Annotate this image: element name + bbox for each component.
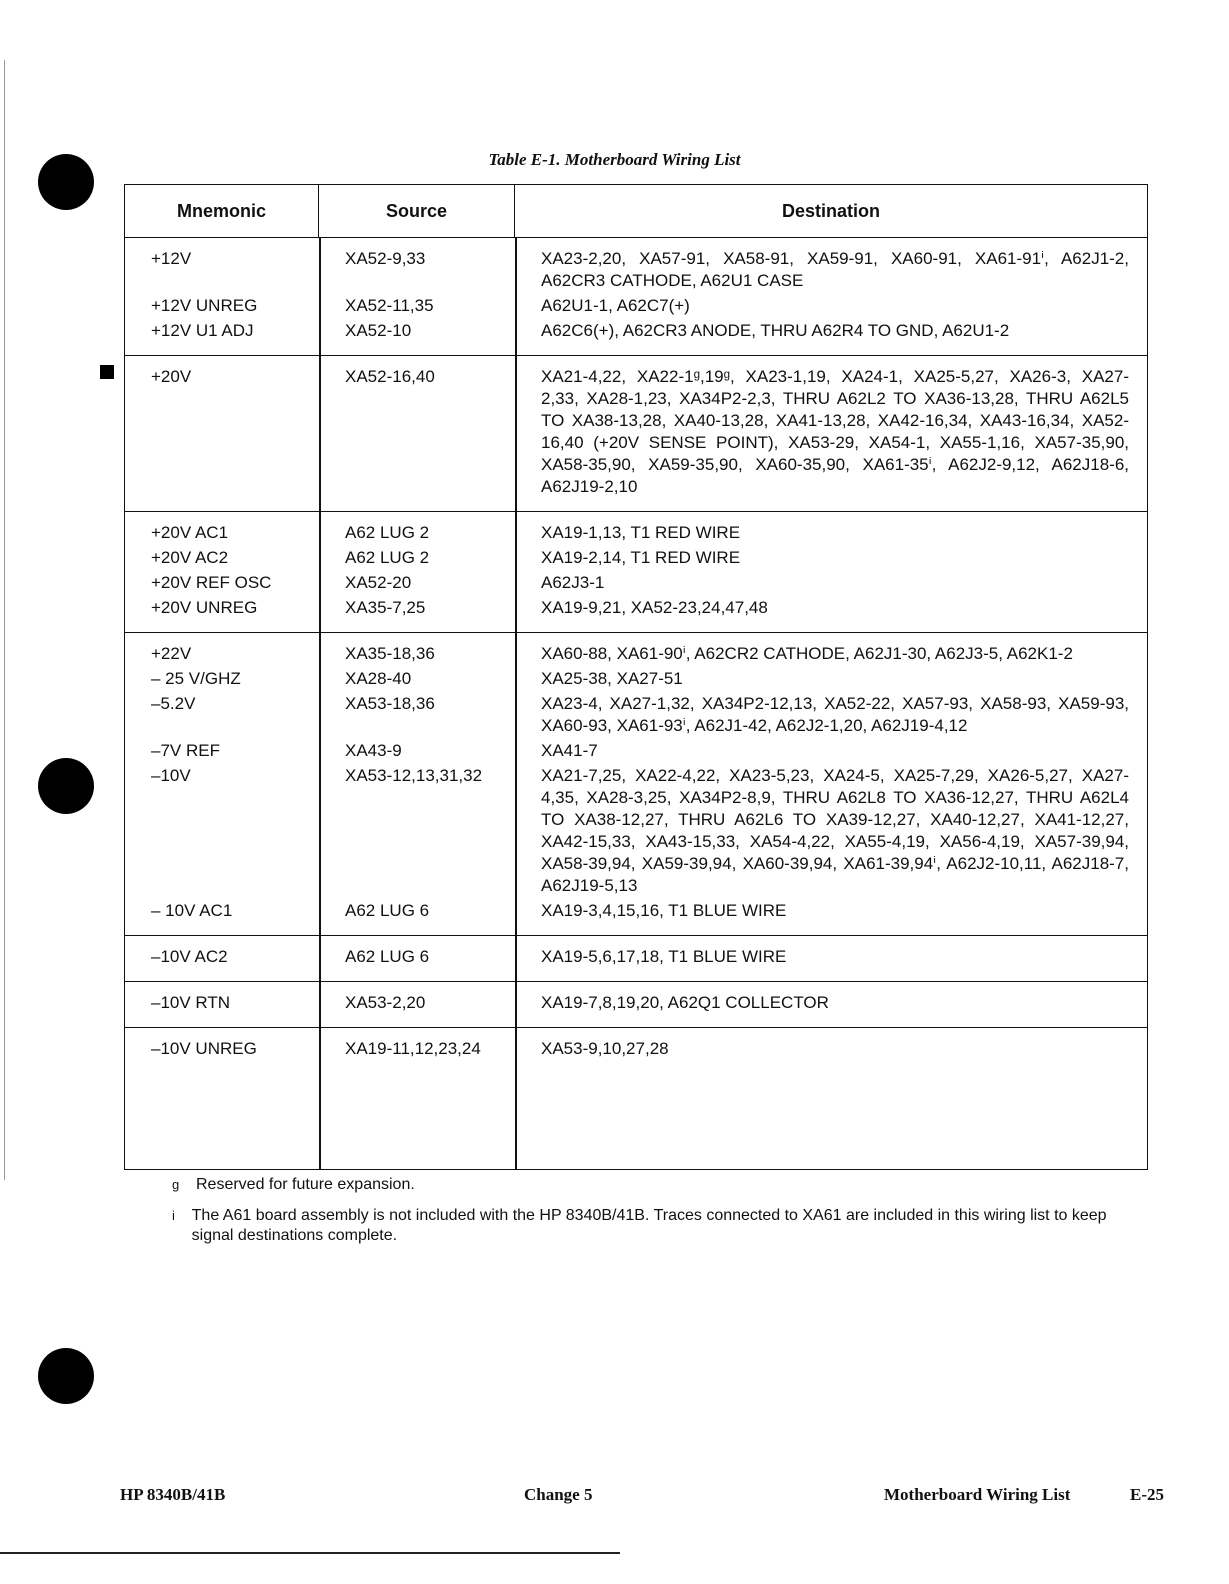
mnemonic-cell: +22V — [151, 644, 192, 663]
table-row-group — [125, 1028, 1147, 1169]
table-row — [125, 597, 1147, 619]
mnemonic-cell: –10V — [151, 766, 191, 785]
column-divider — [319, 238, 321, 355]
destination-cell: A62C6(+), A62CR3 ANODE, THRU A62R4 TO GND, A62U1-2 — [541, 321, 1010, 340]
footnote-mark: i — [172, 1208, 175, 1223]
destination-cell: XA19-7,8,19,20, A62Q1 COLLECTOR — [541, 993, 829, 1012]
source-cell: A62 LUG 2 — [345, 523, 430, 542]
table-row-group — [125, 356, 1147, 512]
mnemonic-cell: +20V — [151, 367, 192, 386]
column-divider — [515, 982, 517, 1027]
source-cell: XA52-20 — [345, 573, 412, 592]
column-divider — [515, 356, 517, 511]
source-cell: XA43-9 — [345, 741, 402, 760]
footnote — [172, 1175, 1112, 1195]
column-divider — [319, 356, 321, 511]
destination-cell: XA23-4, XA27-1,32, XA34P2-12,13, XA52-22, XA57-93, XA58-93, XA59-93, XA60-93, XA61-93ⁱ, A62J1-42, A62J2-1,20, A62J19-4,12 — [541, 694, 1129, 735]
table-row-group — [125, 633, 1147, 936]
destination-cell: A62J3-1 — [541, 573, 605, 592]
source-cell: XA35-7,25 — [345, 598, 426, 617]
header-source: Source — [319, 185, 515, 237]
mnemonic-cell: +12V — [151, 249, 192, 268]
footnote-mark: g — [172, 1177, 180, 1192]
destination-cell: XA25-38, XA27-51 — [541, 669, 683, 688]
source-cell: XA35-18,36 — [345, 644, 435, 663]
mnemonic-cell: +20V AC2 — [151, 548, 229, 567]
source-cell: A62 LUG 6 — [345, 947, 430, 966]
column-divider — [319, 512, 321, 632]
source-cell: XA53-12,13,31,32 — [345, 766, 483, 785]
footnote — [172, 1206, 1112, 1246]
table-row — [125, 900, 1147, 922]
destination-cell: XA19-1,13, T1 RED WIRE — [541, 523, 741, 542]
mnemonic-cell: –10V AC2 — [151, 947, 228, 966]
destination-cell: XA60-88, XA61-90ⁱ, A62CR2 CATHODE, A62J1-30, A62J3-5, A62K1-2 — [541, 644, 1073, 663]
column-divider — [319, 1028, 321, 1169]
source-cell: XA53-18,36 — [345, 694, 435, 713]
footer-page-number: E-25 — [1130, 1485, 1164, 1504]
source-cell: XA19-11,12,23,24 — [345, 1039, 481, 1058]
header-mnemonic: Mnemonic — [125, 185, 319, 237]
mnemonic-cell: –5.2V — [151, 694, 196, 713]
table-row-group — [125, 238, 1147, 356]
source-cell: A62 LUG 2 — [345, 548, 430, 567]
table-row-group — [125, 936, 1147, 982]
column-divider — [515, 512, 517, 632]
destination-cell: XA19-3,4,15,16, T1 BLUE WIRE — [541, 901, 787, 920]
source-cell: XA53-2,20 — [345, 993, 426, 1012]
table-row — [125, 765, 1147, 897]
destination-cell: XA21-4,22, XA22-1ᵍ,19ᵍ, XA23-1,19, XA24-1, XA25-5,27, XA26-3, XA27-2,33, XA28-1,23, XA34P2-2,3, THRU A62L2 TO XA36-13,28, THRU A62L5 TO XA38-13,28, XA40-13,28, XA41-13,28, XA42-16,34, XA43-16,34, XA52-16,40 (+20V SENSE POINT), XA53-29, XA54-1, XA55-1,16, XA57-35,90, XA58-35,90, XA59-35,90, XA60-35,90, XA61-35ⁱ, A62J2-9,12, A62J18-6, A62J19-2,10 — [541, 367, 1129, 496]
table-row-group — [125, 512, 1147, 633]
destination-cell: XA53-9,10,27,28 — [541, 1039, 669, 1058]
binder-hole-icon — [38, 758, 94, 814]
column-divider — [319, 936, 321, 981]
column-divider — [515, 1028, 517, 1169]
mnemonic-cell: +20V UNREG — [151, 598, 258, 617]
source-cell: XA52-11,35 — [345, 296, 434, 315]
table-row — [125, 740, 1147, 762]
table-row — [125, 693, 1147, 737]
footer-change: Change 5 — [524, 1485, 593, 1504]
destination-cell: XA19-5,6,17,18, T1 BLUE WIRE — [541, 947, 787, 966]
footnote-text: The A61 board assembly is not included with the HP 8340B/41B. Traces connected to XA61 are included in this wiring list to keep signal destinations complete. — [191, 1207, 1107, 1244]
column-divider — [319, 633, 321, 935]
mnemonic-cell: +12V U1 ADJ — [151, 321, 254, 340]
binder-hole-icon — [38, 1348, 94, 1404]
column-divider — [515, 238, 517, 355]
source-cell: XA52-10 — [345, 321, 412, 340]
footer-section-title: Motherboard Wiring List — [884, 1485, 1071, 1504]
table-row — [125, 248, 1147, 292]
change-bar-icon — [100, 365, 114, 379]
table-row — [125, 1038, 1147, 1060]
mnemonic-cell: – 10V AC1 — [151, 901, 233, 920]
page-edge-line — [4, 60, 5, 1180]
source-cell: XA52-9,33 — [345, 249, 426, 268]
mnemonic-cell: +20V REF OSC — [151, 573, 272, 592]
table-row — [125, 547, 1147, 569]
column-divider — [515, 633, 517, 935]
mnemonic-cell: –7V REF — [151, 741, 220, 760]
table-row-group — [125, 982, 1147, 1028]
column-divider — [515, 936, 517, 981]
table-row — [125, 643, 1147, 665]
destination-cell: XA23-2,20, XA57-91, XA58-91, XA59-91, XA60-91, XA61-91ⁱ, A62J1-2, A62CR3 CATHODE, A62U1 CASE — [541, 249, 1129, 290]
destination-cell: XA21-7,25, XA22-4,22, XA23-5,23, XA24-5, XA25-7,29, XA26-5,27, XA27-4,35, XA28-3,25, XA34P2-8,9, THRU A62L8 TO XA36-12,27, THRU A62L4 TO XA38-12,27, THRU A62L6 TO XA39-12,27, XA40-12,27, XA41-12,27, XA42-15,33, XA43-15,33, XA54-4,22, XA55-4,19, XA56-4,19, XA57-39,94, XA58-39,94, XA59-39,94, XA60-39,94, XA61-39,94ⁱ, A62J2-10,11, A62J18-7, A62J19-5,13 — [541, 766, 1129, 895]
table-body — [125, 238, 1147, 1169]
table-row — [125, 295, 1147, 317]
table-row — [125, 572, 1147, 594]
mnemonic-cell: – 25 V/GHZ — [151, 669, 241, 688]
mnemonic-cell: –10V RTN — [151, 993, 231, 1012]
table-row — [125, 992, 1147, 1014]
table-caption: Table E-1. Motherboard Wiring List — [488, 150, 741, 169]
destination-cell: XA19-2,14, T1 RED WIRE — [541, 548, 741, 567]
destination-cell: A62U1-1, A62C7(+) — [541, 296, 690, 315]
mnemonic-cell: +20V AC1 — [151, 523, 229, 542]
table-header — [125, 185, 1147, 238]
table-row — [125, 946, 1147, 968]
mnemonic-cell: –10V UNREG — [151, 1039, 257, 1058]
footer-model: HP 8340B/41B — [120, 1485, 226, 1504]
table-row — [125, 668, 1147, 690]
source-cell: A62 LUG 6 — [345, 901, 430, 920]
source-cell: XA52-16,40 — [345, 367, 435, 386]
destination-cell: XA41-7 — [541, 741, 598, 760]
header-destination: Destination — [781, 200, 880, 221]
table-row — [125, 320, 1147, 342]
footnote-text: Reserved for future expansion. — [196, 1176, 415, 1193]
destination-cell: XA19-9,21, XA52-23,24,47,48 — [541, 598, 768, 617]
column-divider — [319, 982, 321, 1027]
wiring-table — [124, 184, 1148, 1170]
mnemonic-cell: +12V UNREG — [151, 296, 258, 315]
bottom-rule — [0, 1552, 620, 1554]
table-row — [125, 366, 1147, 498]
source-cell: XA28-40 — [345, 669, 412, 688]
table-row — [125, 522, 1147, 544]
